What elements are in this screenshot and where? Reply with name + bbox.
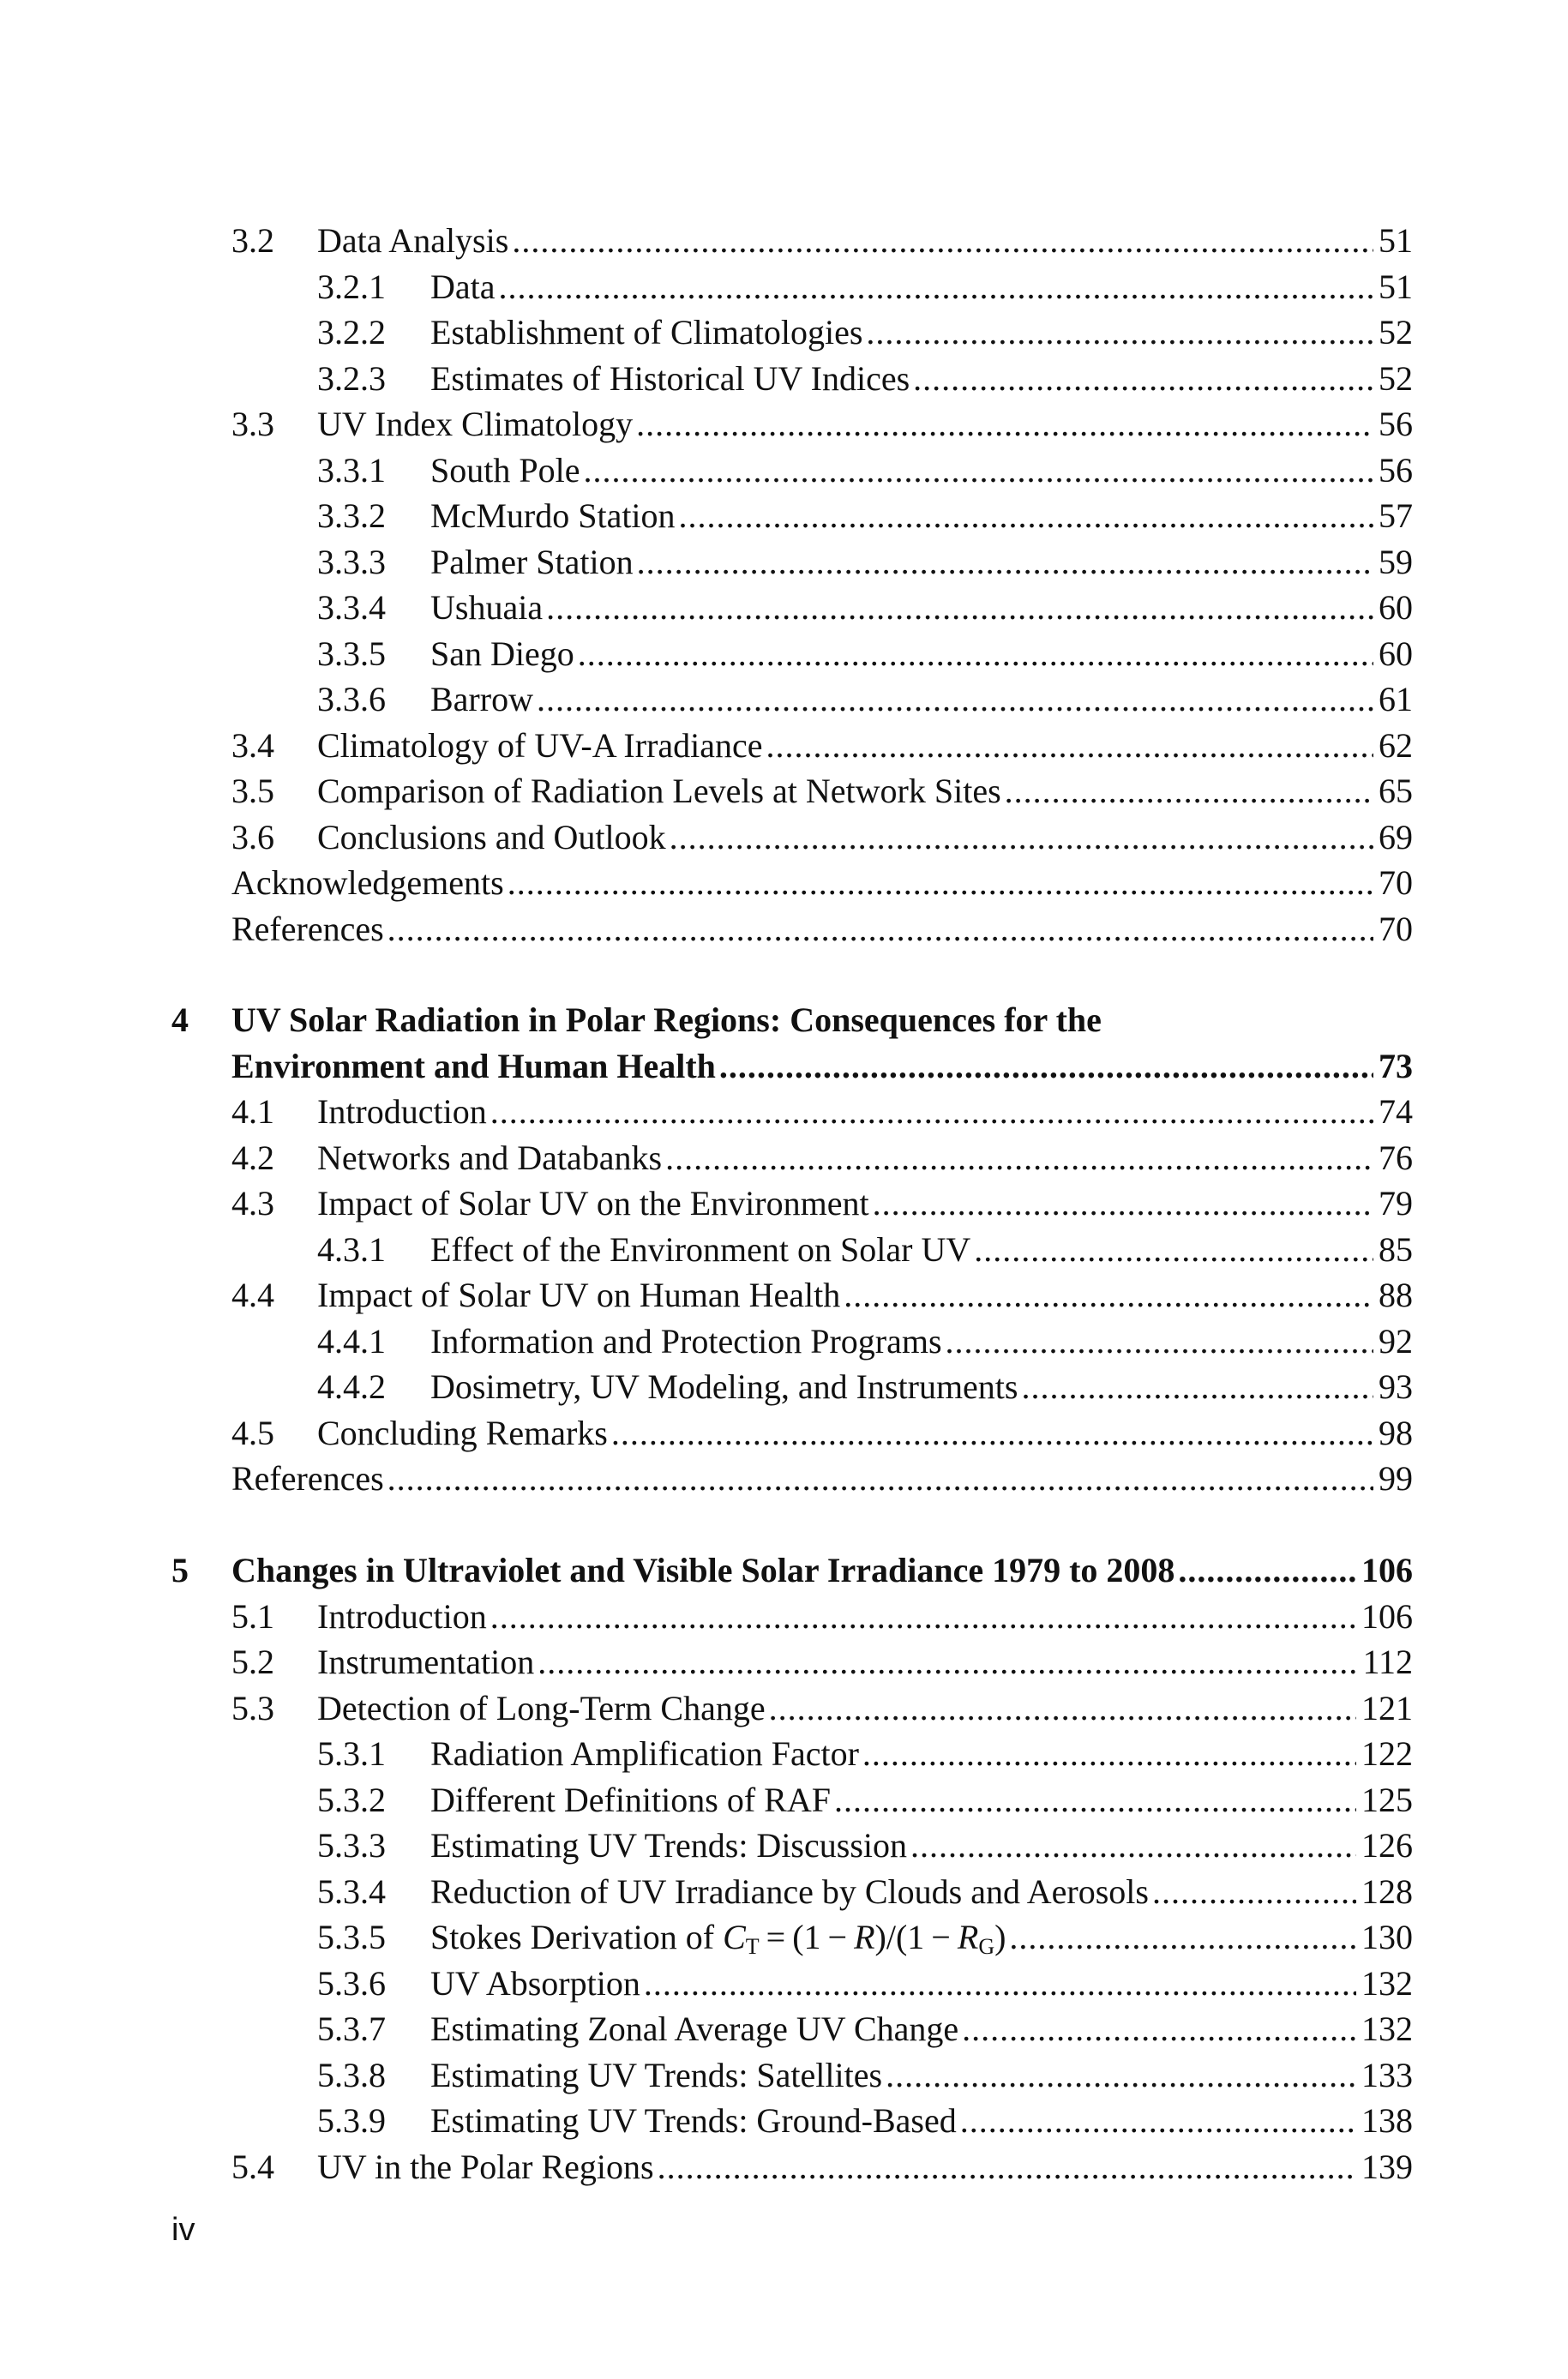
dot-leader [636,401,1373,448]
toc-entry[interactable] [317,539,1413,586]
toc-entry-number: 4.4 [231,1276,274,1314]
toc-entry-page-number: 59 [1379,542,1413,581]
dot-leader [644,1961,1356,2007]
toc-entry-number: 4.5 [231,1413,274,1452]
toc-entry-page-number: 60 [1379,588,1413,627]
dot-leader [834,1777,1356,1823]
toc-entry-title: Estimating UV Trends: Ground-Based [430,2101,957,2140]
dot-leader [766,723,1373,769]
chapter-title[interactable]: UV Solar Radiation in Polar Regions: Consequences for the [231,1000,1102,1039]
dot-leader [862,1731,1356,1777]
toc-entry-page-number: 85 [1379,1229,1413,1269]
toc-entry-number: 3.3.6 [317,680,386,718]
dot-leader [1152,1869,1356,1915]
toc-entry-page-number: 121 [1361,1688,1413,1727]
chapter-number: 4 [171,1000,189,1039]
toc-entry[interactable] [317,264,1413,310]
toc-entry-page-number: 122 [1361,1734,1413,1773]
toc-entry[interactable] [317,631,1413,677]
dot-leader [910,1823,1356,1869]
toc-entry-page-number: 56 [1379,450,1413,490]
toc-entry-title: Data Analysis [317,221,509,260]
dot-leader [1178,1547,1356,1594]
toc-entry-number: 4.3 [231,1184,274,1223]
toc-entry-page-number: 128 [1361,1871,1413,1911]
toc-entry-page-number: 65 [1379,772,1413,810]
toc-entry[interactable] [317,448,1413,494]
toc-entry-page-number: 70 [1379,863,1413,902]
toc-entry-title: Estimating UV Trends: Discussion [430,1826,907,1865]
toc-entry-number: 5.3.2 [317,1780,386,1819]
toc-entry-number: 3.2.3 [317,358,386,398]
toc-entry-title: References [231,1459,384,1498]
toc-entry-number: 5.3.5 [317,1918,386,1956]
toc-entry-page-number: 132 [1361,2010,1413,2048]
toc-entry[interactable] [231,814,1413,861]
toc-entry-number: 4.4.2 [317,1367,386,1406]
toc-entry[interactable] [231,2144,1413,2190]
toc-entry-number: 5.1 [231,1596,274,1636]
toc-entry-number: 5.3.1 [317,1734,386,1773]
toc-entry[interactable] [317,1823,1413,1869]
toc-entry-title: Barrow [430,680,533,718]
toc-entry[interactable] [317,1777,1413,1823]
toc-entry-title: Estimating Zonal Average UV Change [430,2010,959,2048]
toc-entry[interactable] [231,860,1413,906]
toc-entry[interactable] [231,1547,1413,1594]
dot-leader [670,814,1373,861]
toc-entry[interactable] [231,723,1413,769]
toc-entry-page-number: 57 [1379,496,1413,535]
toc-entry-title: Environment and Human Health [231,1046,716,1085]
toc-entry[interactable] [231,1456,1413,1502]
toc-entry-page-number: 112 [1362,1643,1413,1681]
toc-entry[interactable] [317,2052,1413,2099]
toc-entry-title: Information and Protection Programs [430,1321,942,1361]
dot-leader [658,2144,1356,2190]
toc-entry-page-number: 73 [1379,1046,1413,1085]
toc-entry[interactable] [231,1410,1413,1457]
dot-leader [490,1089,1373,1135]
toc-entry-title: Estimates of Historical UV Indices [430,358,910,398]
dot-leader [844,1272,1373,1319]
toc-entry-number: 4.3.1 [317,1229,386,1269]
toc-entry-page-number: 74 [1379,1092,1413,1131]
toc-entry-title: Ushuaia [430,588,544,627]
toc-entry-number: 5.3.6 [317,1963,386,2003]
toc-entry-title: Impact of Solar UV on the Environment [317,1184,869,1223]
toc-entry[interactable] [317,1364,1413,1410]
toc-entry-number: 5.3 [231,1688,274,1727]
dot-leader [387,906,1373,952]
toc-entry-title: Impact of Solar UV on Human Health [317,1276,841,1314]
toc-entry[interactable] [317,2098,1413,2144]
toc-entry-title: Introduction [317,1092,487,1131]
toc-entry-number: 3.2.1 [317,267,386,306]
toc-entry-number: 5.2 [231,1643,274,1681]
toc-entry-title: Changes in Ultraviolet and Visible Solar Irradiance 1979 to 2008 [231,1551,1175,1589]
toc-entry-page-number: 51 [1379,267,1413,306]
toc-entry[interactable] [231,1594,1413,1640]
dot-leader [508,860,1373,906]
toc-entry-title: Stokes Derivation of $C_T = (1 - R)/(1 - R_G)$ [430,1918,1006,1959]
dot-leader [611,1410,1373,1457]
toc-entry-number: 3.3.2 [317,496,386,535]
toc-entry-title: Dosimetry, UV Modeling, and Instruments [430,1367,1018,1406]
toc-entry-number: 4.2 [231,1138,274,1177]
toc-entry-number: 3.2 [231,221,274,260]
toc-entry-page-number: 92 [1379,1321,1413,1361]
toc-entry-page-number: 98 [1379,1413,1413,1452]
toc-entry-title: Concluding Remarks [317,1413,608,1452]
toc-entry-page-number: 133 [1361,2055,1413,2094]
toc-entry[interactable] [317,676,1413,723]
toc-entry-page-number: 132 [1361,1963,1413,2003]
toc-entry-page-number: 93 [1379,1367,1413,1406]
toc-entry-page-number: 60 [1379,634,1413,673]
toc-entry-title: UV Index Climatology [317,405,634,443]
toc-entry[interactable] [231,218,1413,264]
toc-entry-page-number: 126 [1361,1826,1413,1865]
toc-entry-title: Data [430,267,496,306]
toc-entry-number: 4.4.1 [317,1321,386,1361]
toc-entry[interactable] [231,1135,1413,1181]
toc-entry-title: San Diego [430,634,574,673]
toc-entry-page-number: 61 [1379,680,1413,718]
dot-leader [679,493,1373,539]
toc-entry-title: Instrumentation [317,1643,535,1681]
toc-entry-title: Different Definitions of RAF [430,1780,831,1819]
dot-leader [962,2006,1356,2052]
toc-entry-number: 3.3.3 [317,542,386,581]
toc-entry[interactable] [231,1272,1413,1319]
page-folio: iv [171,2212,195,2248]
toc-entry-title: Comparison of Radiation Levels at Network Sites [317,772,1001,810]
toc-entry-title: Detection of Long-Term Change [317,1688,766,1727]
toc-entry[interactable] [317,1319,1413,1365]
toc-entry-number: 5.3.7 [317,2010,386,2048]
toc-entry[interactable] [231,1043,1413,1090]
toc-entry-title: Establishment of Climatologies [430,313,863,351]
dot-leader [913,356,1373,402]
toc-entry-title: Palmer Station [430,542,634,581]
toc-entry-number: 5.3.8 [317,2055,386,2094]
toc-entry-title: Acknowledgements [231,863,504,902]
toc-entry-number: 3.5 [231,772,274,810]
toc-entry-number: 3.3.4 [317,588,386,627]
toc-entry-title: McMurdo Station [430,496,676,535]
dot-leader [886,2052,1356,2099]
toc-entry-page-number: 51 [1379,221,1413,260]
toc-entry-page-number: 62 [1379,725,1413,765]
toc-entry[interactable] [317,1731,1413,1777]
dot-leader [499,264,1373,310]
toc-entry-title: Networks and Databanks [317,1138,663,1177]
toc-entry-page-number: 139 [1361,2147,1413,2186]
toc-entry-title: Conclusions and Outlook [317,817,666,856]
dot-leader [537,676,1373,723]
toc-entry-title: Effect of the Environment on Solar UV [430,1229,971,1269]
toc-entry-number: 5.3.3 [317,1826,386,1865]
toc-entry[interactable] [317,1914,1413,1961]
dot-leader [769,1685,1356,1732]
dot-leader [387,1456,1373,1502]
toc-entry-number: 5.4 [231,2147,274,2186]
toc-entry-page-number: 88 [1379,1276,1413,1314]
toc-entry-title: Reduction of UV Irradiance by Clouds and Aerosols [430,1871,1149,1911]
toc-entry-page-number: 70 [1379,909,1413,948]
dot-leader [512,218,1373,264]
toc-entry-title: UV in the Polar Regions [317,2147,654,2186]
toc-entry[interactable] [317,1869,1413,1915]
dot-leader [1005,768,1373,814]
dot-leader [946,1319,1373,1365]
toc-entry-number: 3.3 [231,405,274,443]
toc-entry-title: References [231,909,384,948]
dot-leader [538,1639,1357,1685]
toc-entry-number: 3.4 [231,725,274,765]
toc-entry-number: 5.3.9 [317,2101,386,2140]
toc-entry-page-number: 56 [1379,405,1413,443]
toc-entry-title: Estimating UV Trends: Satellites [430,2055,883,2094]
dot-leader [960,2098,1356,2144]
toc-entry-page-number: 106 [1361,1596,1413,1636]
dot-leader [974,1227,1373,1273]
dot-leader [490,1594,1356,1640]
toc-entry[interactable] [231,1180,1413,1227]
toc-entry-page-number: 138 [1361,2101,1413,2140]
toc-entry[interactable] [317,1227,1413,1273]
dot-leader [546,585,1373,631]
dot-leader [1022,1364,1374,1410]
toc-entry-page-number: 130 [1361,1918,1413,1956]
toc-entry-number: 3.6 [231,817,274,856]
toc-entry-page-number: 69 [1379,817,1413,856]
toc-entry-page-number: 125 [1361,1780,1413,1819]
toc-entry-title: South Pole [430,450,580,490]
toc-entry-number: 3.3.1 [317,450,386,490]
chapter-number: 5 [171,1551,189,1589]
dot-leader [665,1135,1373,1181]
dot-leader [866,309,1373,356]
dot-leader [873,1180,1373,1227]
toc-entry-number: 3.2.2 [317,313,386,351]
toc-entry[interactable] [317,309,1413,356]
toc-entry[interactable] [317,2006,1413,2052]
dot-leader [578,631,1373,677]
toc-entry[interactable] [317,356,1413,402]
toc-entry[interactable] [231,1685,1413,1732]
toc-entry-title: Introduction [317,1596,487,1636]
toc-entry-title: Radiation Amplification Factor [430,1734,859,1773]
toc-entry[interactable] [317,493,1413,539]
toc-entry-number: 5.3.4 [317,1871,386,1911]
toc-entry[interactable] [317,585,1413,631]
dot-leader [583,448,1373,494]
dot-leader [719,1043,1373,1090]
toc-entry[interactable] [231,1639,1413,1685]
dot-leader [1009,1914,1356,1961]
toc-entry-page-number: 76 [1379,1138,1413,1177]
toc-entry-page-number: 52 [1379,358,1413,398]
toc-entry[interactable] [231,401,1413,448]
toc-entry[interactable] [317,1961,1413,2007]
toc-entry-title: UV Absorption [430,1963,640,2003]
dot-leader [637,539,1373,586]
toc-entry-page-number: 52 [1379,313,1413,351]
toc-entry-page-number: 99 [1379,1459,1413,1498]
toc-entry-number: 3.3.5 [317,634,386,673]
toc-entry[interactable] [231,768,1413,814]
toc-entry[interactable] [231,1089,1413,1135]
toc-entry-title: Climatology of UV-A Irradiance [317,725,763,765]
toc-entry-number: 4.1 [231,1092,274,1131]
toc-entry-page-number: 79 [1379,1184,1413,1223]
toc-entry-page-number: 106 [1361,1551,1413,1589]
toc-entry[interactable] [231,906,1413,952]
